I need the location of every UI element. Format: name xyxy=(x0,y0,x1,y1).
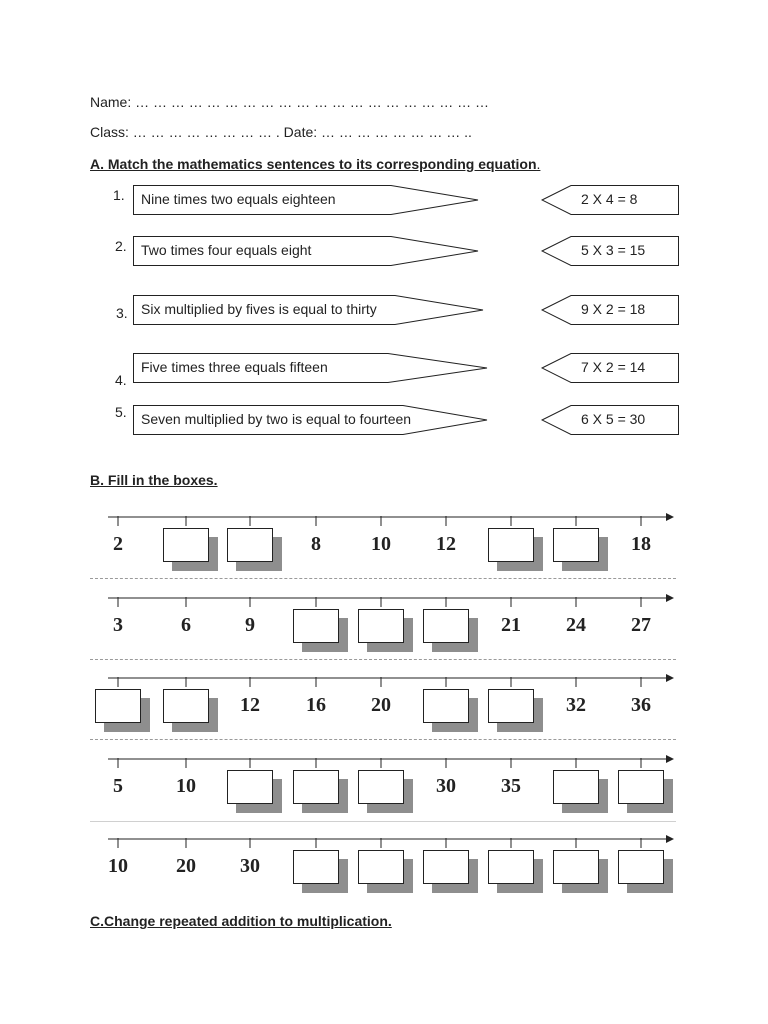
answer-box[interactable] xyxy=(553,528,599,562)
tick-label: 9 xyxy=(245,614,255,636)
tick-label: 30 xyxy=(436,775,456,797)
answer-box[interactable] xyxy=(95,689,141,723)
answer-box-face[interactable] xyxy=(488,850,534,884)
sentence-text: Seven multiplied by two is equal to fourteen xyxy=(141,411,412,427)
arrow-head-icon xyxy=(666,513,674,521)
answer-box-face[interactable] xyxy=(95,689,141,723)
tick-label: 3 xyxy=(113,614,123,636)
tick-label: 10 xyxy=(176,775,196,797)
tick-label: 21 xyxy=(501,614,521,636)
answer-box-face[interactable] xyxy=(227,770,273,804)
answer-box-face[interactable] xyxy=(488,528,534,562)
answer-box[interactable] xyxy=(488,528,534,562)
tick-label: 16 xyxy=(306,694,326,716)
tick-label: 10 xyxy=(371,533,391,555)
answer-box-face[interactable] xyxy=(488,689,534,723)
answer-box-face[interactable] xyxy=(163,689,209,723)
tick-label: 36 xyxy=(631,694,651,716)
section-a-heading-text: A. Match the mathematics sentences to its corresponding equation xyxy=(90,156,537,172)
answer-box[interactable] xyxy=(488,850,534,884)
answer-box[interactable] xyxy=(423,689,469,723)
equation-text: 9 X 2 = 18 xyxy=(581,301,646,317)
answer-box[interactable] xyxy=(163,528,209,562)
answer-box[interactable] xyxy=(293,850,339,884)
tick-label: 20 xyxy=(371,694,391,716)
tick-label: 35 xyxy=(501,775,521,797)
tick-label: 27 xyxy=(631,614,651,636)
section-a-heading-period: . xyxy=(536,156,541,172)
sentence-text: Two times four equals eight xyxy=(141,242,312,258)
item-number: 1. xyxy=(113,187,125,203)
answer-box[interactable] xyxy=(358,850,404,884)
item-number: 2. xyxy=(115,238,127,254)
sentence-text: Nine times two equals eighteen xyxy=(141,191,336,207)
tick-label: 18 xyxy=(631,533,651,555)
sentence-text: Five times three equals fifteen xyxy=(141,359,328,375)
name-field-line[interactable]: Name: … … … … … … … … … … … … … … … … … … … … xyxy=(90,94,490,110)
answer-box[interactable] xyxy=(293,770,339,804)
item-number: 3. xyxy=(116,305,128,321)
answer-box[interactable] xyxy=(163,689,209,723)
equation-text: 5 X 3 = 15 xyxy=(581,242,646,258)
answer-box-face[interactable] xyxy=(358,609,404,643)
item-number: 4. xyxy=(115,372,127,388)
answer-box-face[interactable] xyxy=(293,770,339,804)
answer-box[interactable] xyxy=(358,609,404,643)
answer-box[interactable] xyxy=(423,850,469,884)
tick-label: 12 xyxy=(240,694,260,716)
answer-box-face[interactable] xyxy=(227,528,273,562)
answer-box-face[interactable] xyxy=(293,850,339,884)
answer-box[interactable] xyxy=(227,528,273,562)
row-divider xyxy=(90,578,676,579)
answer-box-face[interactable] xyxy=(163,528,209,562)
answer-box[interactable] xyxy=(293,609,339,643)
answer-box[interactable] xyxy=(618,850,664,884)
row-divider xyxy=(90,821,676,822)
tick-label: 32 xyxy=(566,694,586,716)
row-divider xyxy=(90,739,676,740)
tick-label: 12 xyxy=(436,533,456,555)
tick-label: 5 xyxy=(113,775,123,797)
tick-label: 20 xyxy=(176,855,196,877)
item-number: 5. xyxy=(115,404,127,420)
sentence-text: Six multiplied by fives is equal to thirty xyxy=(141,301,377,317)
answer-box-face[interactable] xyxy=(423,689,469,723)
answer-box-face[interactable] xyxy=(358,770,404,804)
tick-label: 6 xyxy=(181,614,191,636)
row-divider xyxy=(90,659,676,660)
tick-label: 24 xyxy=(566,614,586,636)
answer-box-face[interactable] xyxy=(358,850,404,884)
tick-label: 30 xyxy=(240,855,260,877)
tick-label: 10 xyxy=(108,855,128,877)
section-c-heading: C.Change repeated addition to multiplication. xyxy=(90,913,392,929)
equation-text: 2 X 4 = 8 xyxy=(581,191,638,207)
answer-box-face[interactable] xyxy=(423,850,469,884)
section-b-heading: B. Fill in the boxes. xyxy=(90,472,218,488)
answer-box-face[interactable] xyxy=(553,528,599,562)
tick-label: 2 xyxy=(113,533,123,555)
answer-box-face[interactable] xyxy=(293,609,339,643)
answer-box-face[interactable] xyxy=(553,850,599,884)
arrow-head-icon xyxy=(666,755,674,763)
equation-text: 7 X 2 = 14 xyxy=(581,359,646,375)
equation-text: 6 X 5 = 30 xyxy=(581,411,646,427)
answer-box-face[interactable] xyxy=(553,770,599,804)
arrow-head-icon xyxy=(666,674,674,682)
arrow-head-icon xyxy=(666,594,674,602)
arrow-head-icon xyxy=(666,835,674,843)
tick-label: 8 xyxy=(311,533,321,555)
answer-box-face[interactable] xyxy=(618,770,664,804)
answer-box[interactable] xyxy=(618,770,664,804)
answer-box[interactable] xyxy=(358,770,404,804)
answer-box[interactable] xyxy=(227,770,273,804)
answer-box[interactable] xyxy=(553,850,599,884)
answer-box[interactable] xyxy=(553,770,599,804)
class-date-field-line[interactable]: Class: … … … … … … … … . Date: … … … … … … … … .. xyxy=(90,124,472,140)
answer-box[interactable] xyxy=(488,689,534,723)
answer-box[interactable] xyxy=(423,609,469,643)
answer-box-face[interactable] xyxy=(618,850,664,884)
answer-box-face[interactable] xyxy=(423,609,469,643)
